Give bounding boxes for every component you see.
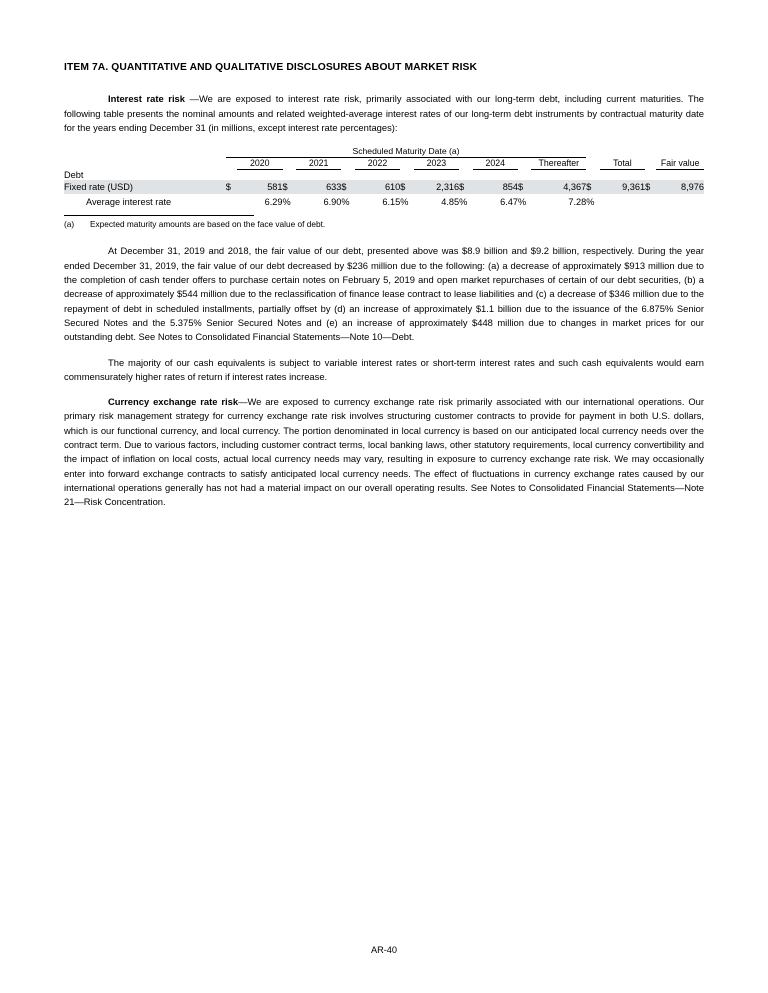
currency-symbol: $ xyxy=(226,180,237,194)
currency-symbol: $ xyxy=(586,180,599,194)
currency-symbol: $ xyxy=(518,180,531,194)
row-label-average-rate: Average interest rate xyxy=(86,197,172,208)
row-label-fixed-rate: Fixed rate (USD) xyxy=(64,180,226,194)
interest-rate-risk-paragraph xyxy=(64,92,704,135)
currency-risk-paragraph xyxy=(64,395,704,509)
currency-risk-lead: Currency exchange rate risk xyxy=(108,396,239,408)
currency-symbol: $ xyxy=(341,180,354,194)
table-footnote xyxy=(64,219,704,230)
percent-symbol: % xyxy=(586,197,595,208)
currency-symbol: $ xyxy=(400,180,413,194)
interest-rate-risk-body: —We are exposed to interest rate risk, primarily associated with our long-term debt, including current maturities. The following table presents the nominal amounts and related weighted-average interest rates of our long-term debt instruments by contractual maturity date for the years ending December 31 (in millions, except interest rate percentages): xyxy=(64,93,704,133)
interest-rate-risk-lead: Interest rate risk xyxy=(108,93,190,105)
currency-risk-body: —We are exposed to currency exchange rate risk primarily associated with our international operations. Our primary risk management strategy for currency exchange rate risk involves structuring customer contracts to provide for payment in both U.S. dollars, which is our functional currency, and local currency. The portion denominated in local currency is based on our anticipated local currency needs over the contract term. Due to various factors, including customer contract terms, local banking laws, other statutory requirements, local currency convertibility and the impact of inflation on local costs, actual local currency needs may vary, resulting in exposure to currency exchange rate risk. We may occasionally enter into forward exchange contracts to satisfy anticipated local currency needs. The effect of fluctuations in currency exchange rates caused by our international operations generally has not had a material impact on our overall operating results. See Notes to Consolidated Financial Statements—Note 21—Risk Concentration. xyxy=(64,396,705,508)
column-header-2023: 2023 xyxy=(414,158,459,170)
percent-symbol: % xyxy=(400,197,409,208)
section-label-debt: Debt xyxy=(64,170,84,181)
table-section-debt xyxy=(64,170,704,180)
cell-rate-2024: 6.47 xyxy=(500,197,519,208)
percent-symbol: % xyxy=(341,197,350,208)
maturity-table xyxy=(64,146,704,209)
column-header-2022: 2022 xyxy=(355,158,400,170)
table-column-header-row xyxy=(64,158,704,170)
cell-fixed-fair-value: 8,976 xyxy=(656,180,704,194)
table-span-header: Scheduled Maturity Date (a) xyxy=(226,146,586,158)
cell-rate-2022: 6.15 xyxy=(382,197,401,208)
currency-symbol: $ xyxy=(645,180,656,194)
table-row-fixed-rate xyxy=(64,180,704,194)
footnote-mark: (a) xyxy=(64,219,75,230)
column-header-fair-value: Fair value xyxy=(656,158,704,170)
column-header-2024: 2024 xyxy=(473,158,518,170)
fair-value-paragraph: At December 31, 2019 and 2018, the fair value of our debt, presented above was $8.9 billion and $9.2 billion, respectively. During the year ended December 31, 2019, the fair value of our debt decreased by $236 million due to the following: (a) a decrease of approximately $913 million due to the completion of cash tender offers to purchase certain notes on February 5, 2019 and open market repurchases of certain of our debt securities, (b) a decrease of approximately $544 million due to the reclassification of finance lease contract to lease liabilities and (c) a decrease of $346 million due to the repayment of debt in scheduled installments, partially offset by (d) an increase of approximately $1.1 billion due to the issuance of the 6.875% Senior Secured Notes and the 5.375% Senior Secured Notes and (e) an increase of approximately $448 million due to changes in market prices for our outstanding debt. See Notes to Consolidated Financial Statements—Note 10—Debt. xyxy=(64,245,704,343)
cell-rate-2020: 6.29 xyxy=(264,197,283,208)
cell-rate-2023: 4.85 xyxy=(441,197,460,208)
column-header-2021: 2021 xyxy=(296,158,341,170)
currency-symbol: $ xyxy=(459,180,472,194)
table-row-average-rate xyxy=(64,194,704,209)
percent-symbol: % xyxy=(518,197,527,208)
cell-fixed-2024: 854 xyxy=(473,180,518,194)
cell-fixed-2023: 2,316 xyxy=(414,180,459,194)
cash-equivalents-paragraph: The majority of our cash equivalents is subject to variable interest rates or short-term interest rates and such cash equivalents would earn commensurately higher rates of return if interest rates increase. xyxy=(64,356,704,382)
table-span-header-row xyxy=(64,146,704,158)
cell-rate-thereafter: 7.28 xyxy=(568,197,587,208)
column-header-thereafter: Thereafter xyxy=(531,158,586,170)
column-header-2020: 2020 xyxy=(237,158,282,170)
cell-rate-2021: 6.90 xyxy=(323,197,342,208)
cell-fixed-2021: 633 xyxy=(296,180,341,194)
currency-symbol: $ xyxy=(283,180,296,194)
cell-fixed-2020: 581 xyxy=(237,180,282,194)
percent-symbol: % xyxy=(459,197,468,208)
cell-fixed-total: 9,361 xyxy=(600,180,645,194)
footnote-text: Expected maturity amounts are based on the face value of debt. xyxy=(90,219,326,230)
cell-fixed-2022: 610 xyxy=(355,180,400,194)
page-title: ITEM 7A. QUANTITATIVE AND QUALITATIVE DISCLOSURES ABOUT MARKET RISK xyxy=(64,62,478,73)
footnote-divider xyxy=(64,215,254,216)
page-number: AR-40 xyxy=(370,945,398,955)
percent-symbol: % xyxy=(282,197,291,208)
cell-fixed-thereafter: 4,367 xyxy=(531,180,586,194)
column-header-total: Total xyxy=(600,158,645,170)
